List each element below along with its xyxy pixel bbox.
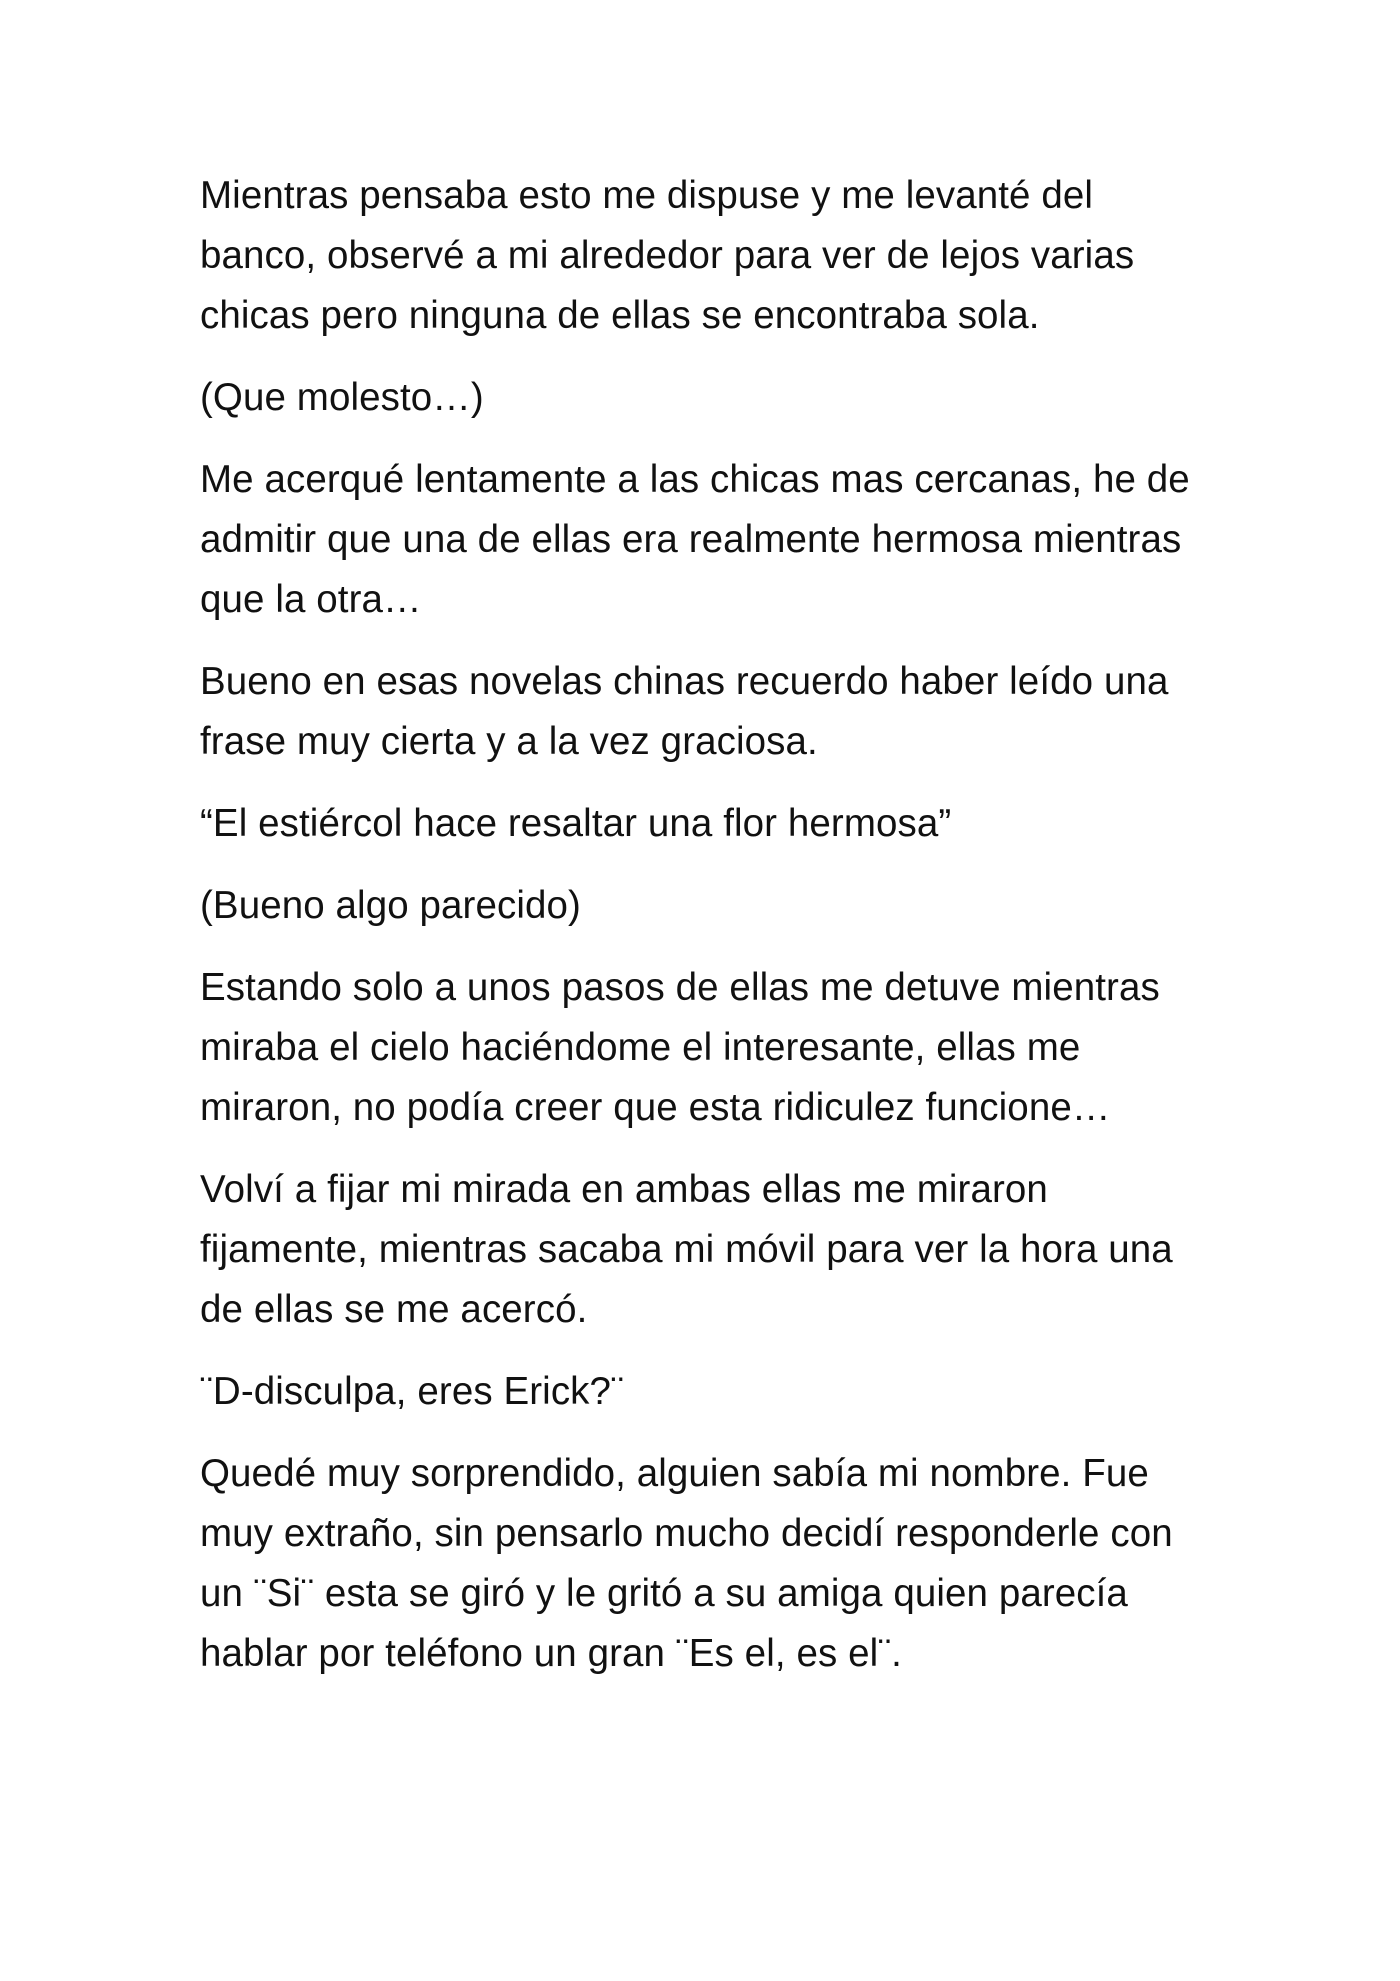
paragraph: (Que molesto…) <box>200 376 484 419</box>
paragraph: Volví a fijar mi mirada en ambas ellas me miraron fijamente, mientras sacaba mi móvil para ver la hora una de ellas se me acercó. <box>200 1168 1173 1331</box>
paragraph: ¨D-disculpa, eres Erick?¨ <box>200 1370 624 1413</box>
paragraph: Me acerqué lentamente a las chicas mas cercanas, he de admitir que una de ellas era realmente hermosa mientras que la otra… <box>200 458 1190 621</box>
document-body <box>200 166 1210 1706</box>
paragraph: (Bueno algo parecido) <box>200 884 581 927</box>
paragraph: Bueno en esas novelas chinas recuerdo haber leído una frase muy cierta y a la vez graciosa. <box>200 660 1169 763</box>
paragraph: Estando solo a unos pasos de ellas me detuve mientras miraba el cielo haciéndome el interesante, ellas me miraron, no podía creer que esta ridiculez funcione… <box>200 966 1160 1129</box>
paragraph: Quedé muy sorprendido, alguien sabía mi nombre. Fue muy extraño, sin pensarlo mucho decidí responderle con un ¨Si¨ esta se giró y le gritó a su amiga quien parecía hablar por teléfono un gran ¨Es el, es el¨. <box>200 1452 1173 1675</box>
paragraph: Mientras pensaba esto me dispuse y me levanté del banco, observé a mi alrededor para ver de lejos varias chicas pero ninguna de ellas se encontraba sola. <box>200 174 1135 337</box>
paragraph: “El estiércol hace resaltar una flor hermosa” <box>200 802 952 845</box>
